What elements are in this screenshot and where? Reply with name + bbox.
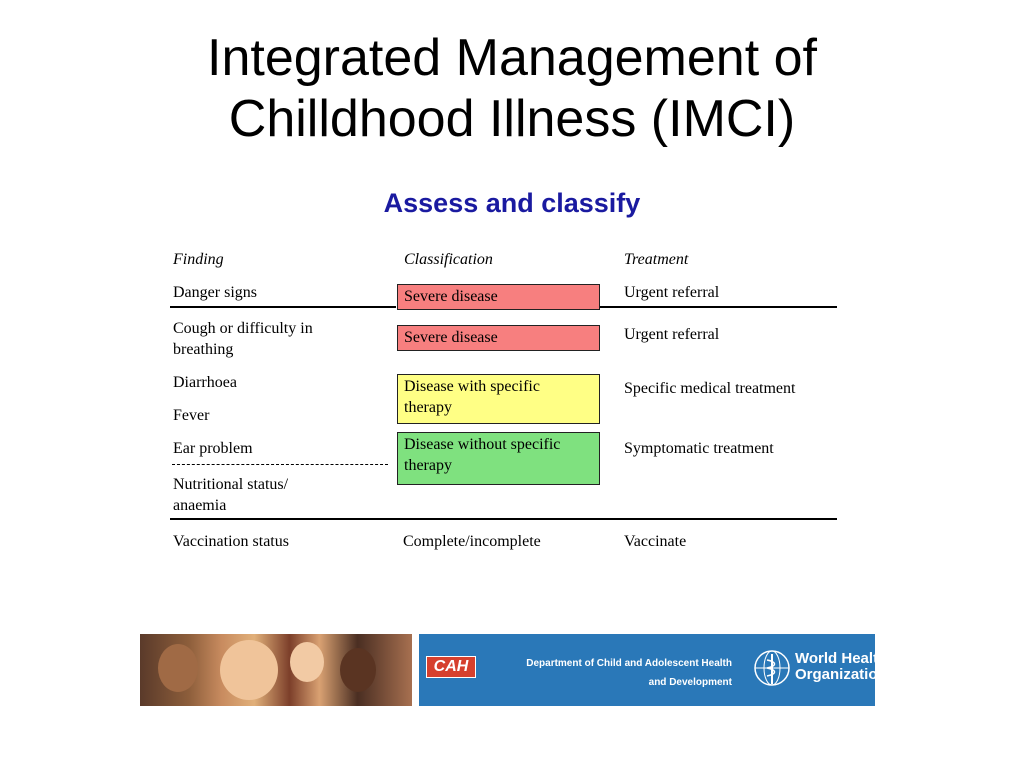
classification-without-specific-therapy — [397, 432, 600, 485]
finding-fever: Fever — [173, 407, 210, 424]
finding-diarrhoea: Diarrhoea — [173, 374, 237, 391]
footer-band — [419, 634, 888, 706]
classification-complete-incomplete: Complete/incomplete — [403, 533, 541, 550]
who-wordmark — [795, 651, 887, 683]
finding-cough-line2: breathing — [173, 341, 234, 358]
finding-cough-line1: Cough or difficulty in — [173, 320, 313, 337]
children-photo-strip — [140, 634, 412, 706]
finding-vaccination-status: Vaccination status — [173, 533, 289, 550]
finding-danger-signs: Danger signs — [173, 284, 257, 301]
header-finding: Finding — [173, 251, 224, 268]
who-line-2: Organization — [795, 666, 887, 683]
who-line-1: World Health — [795, 650, 888, 667]
header-classification: Classification — [404, 251, 493, 268]
classification-without-line1: Disease without specific — [404, 436, 561, 453]
who-emblem-icon — [752, 648, 792, 688]
treatment-vaccinate: Vaccinate — [624, 533, 687, 550]
table-rule-danger-finding — [170, 306, 396, 308]
treatment-symptomatic: Symptomatic treatment — [624, 440, 774, 457]
finding-ear-problem: Ear problem — [173, 440, 253, 457]
title-line-2: Chilldhood Illness (IMCI) — [228, 90, 796, 148]
classification-specific-therapy — [397, 374, 600, 424]
classification-severe-disease-1 — [397, 284, 600, 310]
table-rule-bottom — [170, 518, 837, 520]
finding-nutrition-line1: Nutritional status/ — [173, 476, 289, 493]
classification-severe-label-1: Severe disease — [404, 288, 498, 305]
classification-without-line2: therapy — [404, 457, 452, 474]
treatment-specific-medical: Specific medical treatment — [624, 380, 796, 397]
slide-title — [0, 28, 1024, 150]
treatment-urgent-referral-2: Urgent referral — [624, 326, 720, 343]
table-rule-danger-treatment — [600, 306, 837, 308]
child-face-1 — [158, 644, 198, 692]
child-face-3 — [290, 642, 324, 682]
classification-specific-line2: therapy — [404, 399, 452, 416]
finding-nutrition-line2: anaemia — [173, 497, 227, 514]
department-line-2: and Development — [648, 677, 732, 688]
child-face-2 — [220, 640, 278, 700]
classification-severe-disease-2 — [397, 325, 600, 351]
treatment-urgent-referral-1: Urgent referral — [624, 284, 720, 301]
cah-logo: CAH — [426, 656, 476, 678]
dashed-divider — [172, 464, 388, 465]
classification-specific-line1: Disease with specific — [404, 378, 540, 395]
header-treatment: Treatment — [624, 251, 689, 268]
classification-severe-label-2: Severe disease — [404, 329, 498, 346]
child-face-4 — [340, 648, 376, 692]
slide-subtitle: Assess and classify — [383, 188, 641, 218]
title-line-1: Integrated Management of — [207, 29, 817, 87]
department-line-1: Department of Child and Adolescent Health — [526, 658, 732, 669]
